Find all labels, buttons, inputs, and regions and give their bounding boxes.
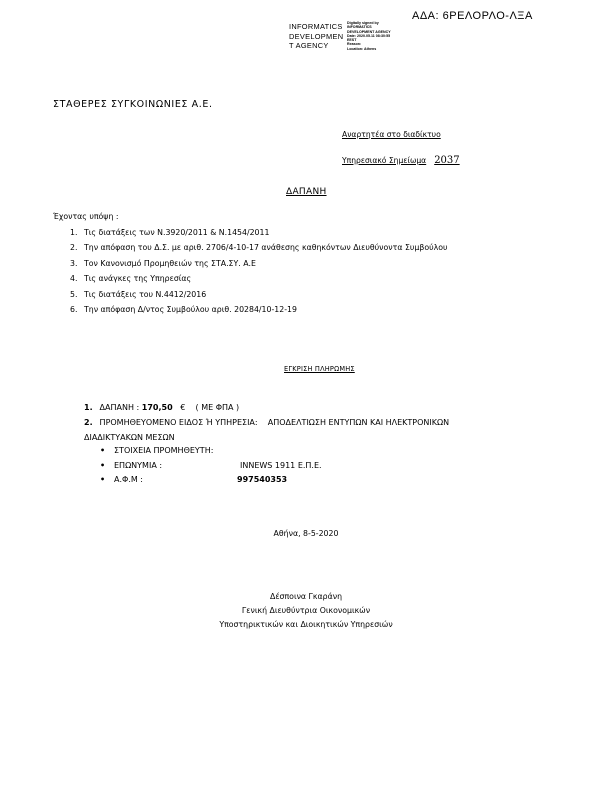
expense-label: ΔΑΠΑΝΗ : (99, 403, 140, 412)
supplier-heading: ΣΤΟΙΧΕΙΑ ΠΡΟΜΗΘΕΥΤΗ: (114, 446, 214, 455)
currency-symbol: € (180, 403, 186, 412)
supplier-vat-label: Α.Φ.Μ : (114, 475, 143, 484)
stamp-detail-line: DEVELOPMENT AGENCY (347, 29, 391, 34)
supplier-name-label: ΕΠΩΝΥΜΙΑ : (114, 460, 163, 470)
expense-amount: 170,50 (141, 403, 173, 412)
supplier-details (100, 446, 322, 490)
supplier-vat-row (100, 475, 288, 490)
item-number: 2. (84, 417, 93, 427)
item-number: 3. (70, 258, 78, 268)
item-number: 6. (70, 304, 78, 314)
supply-value: ΑΠΟΔΕΛΤΙΩΣΗ ΕΝΤΥΠΩΝ ΚΑΙ ΗΛΕΚΤΡΟΝΙΚΩΝ (267, 417, 450, 427)
supply-label: ΠΡΟΜΗΘΕΥΟΜΕΝΟ ΕΙΔΟΣ Ή ΥΠΗΡΕΣΙΑ: (99, 417, 258, 427)
considering-label: Έχοντας υπόψη : (53, 212, 119, 221)
stamp-detail-line: Digitally signed by (347, 21, 379, 25)
supplier-name-row (100, 460, 322, 476)
signature-stamp-details (347, 21, 417, 51)
expense-row (84, 403, 449, 418)
stamp-line: INFORMATICS (289, 22, 343, 31)
approval-heading: ΕΓΚΡΙΣΗ ΠΛΗΡΩΜΗΣ (284, 365, 355, 373)
payment-details (84, 403, 449, 432)
list-item (70, 259, 448, 274)
signatory-name: Δέσποινα Γκαράνη (269, 592, 343, 601)
bullet-icon: • (100, 460, 106, 470)
stamp-detail-line: Location: Athens (347, 46, 377, 51)
item-text: Την απόφαση του Δ.Σ. με αριθ. 2706/4-10-17 ανάθεσης καθηκόντων Διευθύνοντα Συμβούλου (84, 243, 448, 253)
place-date: Αθήνα, 8-5-2020 (273, 529, 339, 538)
list-item (70, 305, 448, 320)
item-text: Τις διατάξεις των Ν.3920/2011 & Ν.1454/2011 (84, 228, 270, 237)
item-number: 1. (70, 228, 78, 237)
stamp-detail-line: Reason: (347, 42, 362, 47)
supply-value-continued: ΔΙΑΔΙΚΤΥΑΚΩΝ ΜΕΣΩΝ (84, 433, 175, 442)
item-text: Τις ανάγκες της Υπηρεσίας (84, 274, 192, 284)
item-number: 1. (84, 403, 93, 412)
stamp-line: DEVELOPMEN (289, 31, 344, 41)
supplier-heading-row (100, 446, 213, 461)
item-number: 4. (70, 274, 78, 284)
item-text: Τον Κανονισμό Προμηθειών της ΣΤΑ.ΣΥ. Α.Ε (84, 258, 256, 268)
protocol-line (342, 148, 460, 167)
stamp-line: T AGENCY (289, 41, 329, 51)
item-number: 2. (70, 243, 78, 253)
stamp-detail-line: Date: 2020.05.11 08:30:55 (347, 33, 391, 38)
document-title: ΔΑΠΑΝΗ (286, 187, 327, 197)
ada-code: ΑΔΑ: 6ΡΕΛΟΡΛΟ-ΛΞΑ (412, 10, 533, 22)
considerations-list (70, 228, 448, 320)
bullet-icon: • (100, 475, 106, 484)
item-text: Τις διατάξεις του Ν.4412/2016 (84, 289, 207, 299)
supplier-vat-value: 997540353 (237, 475, 288, 484)
list-item (70, 243, 448, 258)
list-item (70, 274, 448, 289)
signatory-department: Υποστηρικτικών και Διοικητικών Υπηρεσιών (219, 620, 393, 629)
signature-stamp-org (289, 22, 347, 51)
list-item (70, 290, 448, 305)
protocol-label: Υπηρεσιακό Σημείωμα (342, 156, 427, 165)
list-item (70, 228, 448, 243)
posted-online-note: Αναρτητέα στο διαδίκτυο (342, 130, 441, 139)
supply-row (84, 418, 449, 433)
protocol-number: 2037 (434, 155, 460, 166)
organization-name: ΣΤΑΘΕΡΕΣ ΣΥΓΚΟΙΝΩΝΙΕΣ Α.Ε. (53, 99, 213, 110)
supplier-name-value: INNEWS 1911 Ε.Π.Ε. (240, 460, 322, 470)
item-text: Την απόφαση Δ/ντος Συμβούλου αριθ. 20284/10-12-19 (84, 304, 297, 314)
vat-note: ( ΜΕ ΦΠΑ ) (195, 403, 240, 412)
item-number: 5. (70, 289, 78, 299)
bullet-icon: • (100, 446, 106, 455)
stamp-detail-line: EEST (347, 38, 357, 43)
signatory-role: Γενική Διευθύντρια Οικονομικών (241, 606, 371, 615)
stamp-detail-line: INFORMATICS (347, 25, 372, 30)
